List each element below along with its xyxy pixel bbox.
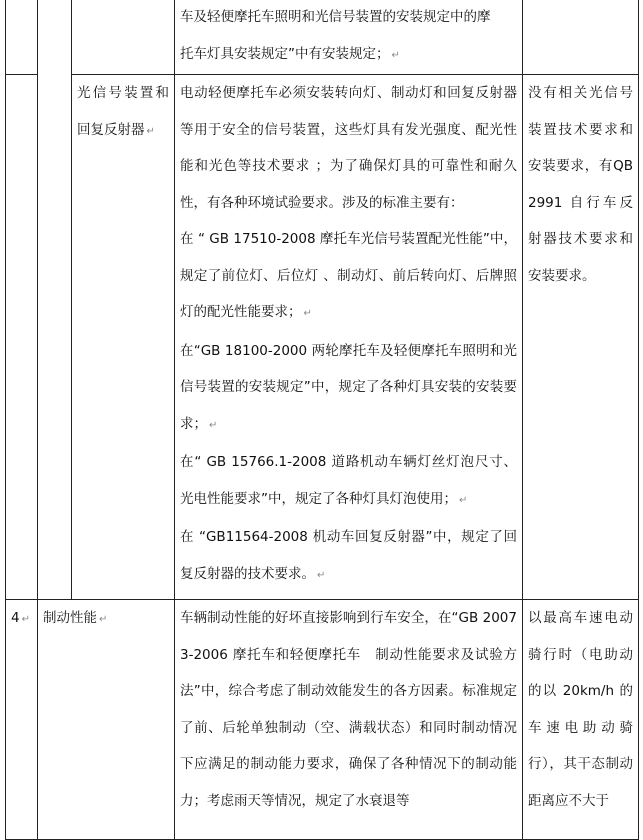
cell-note-light-signal: 没有相关光信号装置技术要求和安装要求，有QB2991 自行车反射器技术要求和安装要求。 — [523, 75, 639, 600]
cell-standards-light-signal — [175, 75, 523, 600]
cell-standards-brake: 车辆制动性能的好坏直接影响到行车安全，在“GB 20073-2006 摩托车和轻便摩托车 制动性能要求及试验方法”中，综合考虑了制动效能发生的各方因素。标准规定了前、后轮单独制动（空、满载状态）和同时制动情况下应满足的制动能力要求，确保了各种情况下的制动能力；考虑雨天等情况，规定了水衰退等 — [175, 600, 523, 840]
cell-note-brake: 以最高车速电动骑行时（电助动的以 20km/h 的车速电助动骑行），其干态制动距离应不大于 — [523, 600, 639, 840]
paragraph-mark-icon: ↵ — [146, 125, 155, 137]
paragraph: 在“ GB 15766.1-2008 道路机动车辆灯丝灯泡尺寸、光电性能要求”中，规定了各种灯具灯泡使用； ↵ — [180, 454, 517, 507]
cell-category-empty — [38, 0, 72, 600]
paragraph: 在 “ GB 17510-2008 摩托车光信号装置配光性能”中，规定了前位灯、后位灯 、制动灯、前后转向灯、后牌照灯的配光性能要求； ↵ — [180, 231, 517, 320]
paragraph-mark-icon: ↵ — [459, 494, 468, 506]
cell-standards-continued — [175, 0, 523, 75]
paragraph-mark-icon: ↵ — [209, 419, 218, 431]
paragraph-mark-icon: ↵ — [317, 569, 326, 581]
text-line: 车及轻便摩托车照明和光信号装置的安装规定中的摩 — [180, 9, 491, 25]
cell-category-brake: 制动性能 ↵ — [38, 600, 175, 840]
table-row-light-signal — [6, 75, 639, 600]
cell-category-light-signal: 光信号装置和回复反射器 ↵ — [72, 75, 175, 600]
paragraph-mark-icon: ↵ — [391, 49, 400, 61]
paragraph-mark-icon: ↵ — [21, 614, 30, 625]
paragraph: 电动轻便摩托车必须安装转向灯、制动灯和回复反射器等用于安全的信号装置，这些灯具有发光强度、配光性能和光色等技术要求 ；为了确保灯具的可靠性和耐久性，有各种环境试验要求。涉及的标准主要有： — [180, 85, 517, 211]
text-line: 托车灯具安装规定”中有安装规定； ↵ — [180, 45, 400, 62]
cell-subcategory-empty — [72, 0, 175, 75]
paragraph: 在 “GB11564-2008 机动车回复反射器”中，规定了回复反射器的技术要求。 ↵ — [180, 529, 517, 582]
paragraph: 在“GB 18100-2000 两轮摩托车及轻便摩托车照明和光信号装置的安装规定”中，规定了各种灯具安装的安装要求； ↵ — [180, 342, 517, 432]
cell-note-empty — [523, 0, 639, 75]
table-row-brake — [6, 600, 639, 840]
cell-number: 4 ↵ — [6, 600, 38, 840]
table-row-continued — [6, 0, 639, 75]
paragraph-mark-icon: ↵ — [99, 614, 108, 625]
cell-number-empty — [6, 0, 38, 75]
standards-comparison-table — [5, 0, 639, 840]
paragraph-mark-icon: ↵ — [303, 308, 312, 319]
cell-number-empty — [6, 75, 38, 600]
